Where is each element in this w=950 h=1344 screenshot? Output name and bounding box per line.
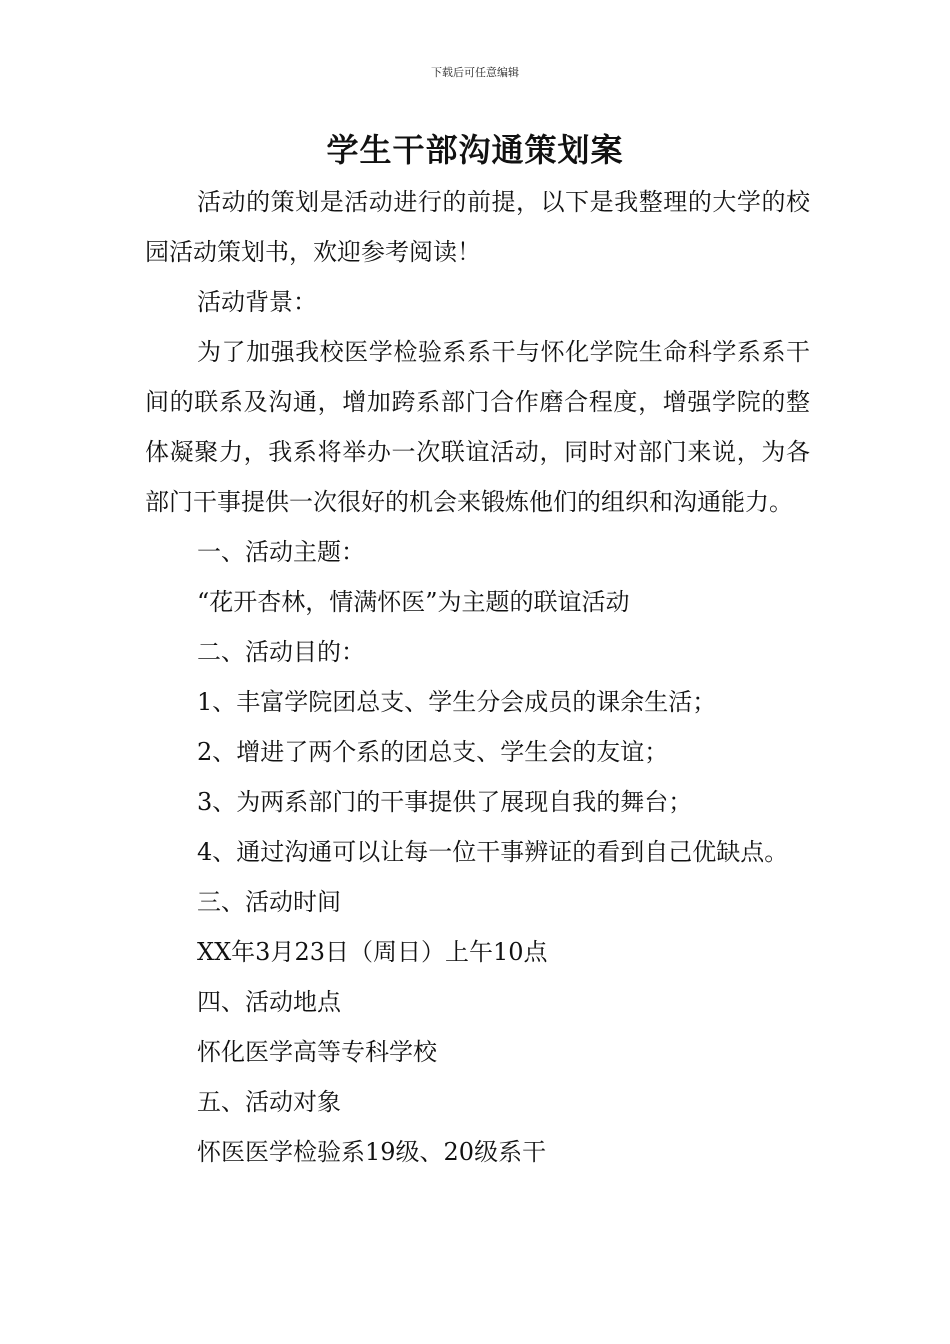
section-line: “花开杏林，情满怀医”为主题的联谊活动 (197, 588, 630, 616)
section-line: 怀医医学检验系19级、20级系干 (197, 1138, 547, 1166)
background-heading: 活动背景： (197, 288, 317, 316)
page-title: 学生干部沟通策划案 (326, 131, 624, 169)
section-heading: 四、活动地点 (197, 988, 341, 1016)
background-paragraph: 为了加强我校医学检验系系干与怀化学院生命科学系系干间的联系及沟通，增加跨系部门合作磨合程度，增强学院的整体凝聚力，我系将举办一次联谊活动，同时对部门来说，为各部门干事提供一次很好的机会来锻炼他们的组织和沟通能力。 (145, 338, 810, 516)
section-line: 1、丰富学院团总支、学生分会成员的课余生活； (197, 688, 717, 716)
document-body (145, 177, 810, 1177)
section-line: 4、通过沟通可以让每一位干事辨证的看到自己优缺点。 (197, 838, 789, 866)
section-heading: 三、活动时间 (197, 888, 341, 916)
section-line: 怀化医学高等专科学校 (197, 1038, 437, 1066)
section-heading: 一、活动主题： (197, 538, 365, 566)
section-line: 3、为两系部门的干事提供了展现自我的舞台； (197, 788, 693, 816)
section-line: XX年3月23日（周日）上午10点 (197, 938, 548, 966)
section-heading: 二、活动目的： (197, 638, 365, 666)
header-note: 下载后可任意编辑 (431, 66, 519, 79)
intro-paragraph: 活动的策划是活动进行的前提，以下是我整理的大学的校园活动策划书，欢迎参考阅读！ (145, 188, 810, 266)
section-heading: 五、活动对象 (197, 1088, 341, 1116)
section-line: 2、增进了两个系的团总支、学生会的友谊； (197, 738, 669, 766)
